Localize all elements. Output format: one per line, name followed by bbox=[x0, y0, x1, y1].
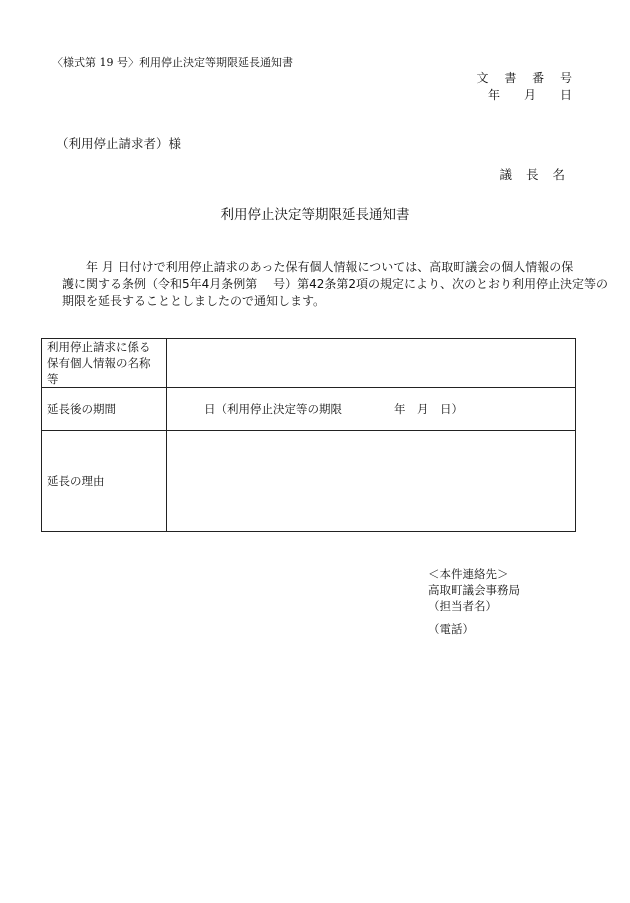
extension-reason-label: 延長の理由 bbox=[42, 431, 167, 532]
info-name-value[interactable] bbox=[167, 339, 576, 388]
extension-period-date: 年 月 日） bbox=[394, 402, 463, 416]
body-line: 年 月 日付けで利用停止請求のあった保有個人情報については、高取町議会の個人情報の保 bbox=[62, 260, 574, 274]
label-line: 等 bbox=[47, 372, 59, 386]
label-line: 保有個人情報の名称 bbox=[47, 356, 151, 370]
info-name-label bbox=[42, 339, 167, 388]
table-row bbox=[42, 339, 576, 388]
contact-office: 高取町議会事務局 bbox=[428, 583, 520, 597]
table-row bbox=[42, 388, 576, 431]
label-line: 利用停止請求に係る bbox=[47, 340, 151, 354]
table-row bbox=[42, 431, 576, 532]
body-paragraph bbox=[62, 259, 608, 310]
sender-name: 議 長 名 bbox=[499, 167, 570, 182]
document-info bbox=[477, 70, 578, 104]
document-number-label: 文 書 番 号 bbox=[476, 71, 578, 85]
body-line: 期限を延長することとしましたので通知します。 bbox=[62, 294, 326, 308]
contact-phone: （電話） bbox=[428, 622, 474, 636]
form-number: 〈様式第 19 号〉利用停止決定等期限延長通知書 bbox=[52, 56, 293, 69]
document-title: 利用停止決定等期限延長通知書 bbox=[220, 207, 410, 223]
date-label: 年 月 日 bbox=[487, 88, 578, 102]
contact-block bbox=[428, 566, 520, 637]
extension-period-day: 日（利用停止決定等の期限 bbox=[204, 402, 342, 416]
contact-person: （担当者名） bbox=[428, 599, 497, 613]
contact-heading: ＜本件連絡先＞ bbox=[428, 567, 509, 581]
details-table bbox=[41, 338, 576, 532]
extension-period-label: 延長後の期間 bbox=[42, 388, 167, 431]
recipient-name: （利用停止請求者）様 bbox=[56, 136, 182, 151]
extension-period-value[interactable] bbox=[167, 388, 576, 431]
extension-reason-value[interactable] bbox=[167, 431, 576, 532]
body-line: 護に関する条例（令和5年4月条例第 号）第42条第2項の規定により、次のとおり利用停止決定等の bbox=[62, 277, 608, 291]
